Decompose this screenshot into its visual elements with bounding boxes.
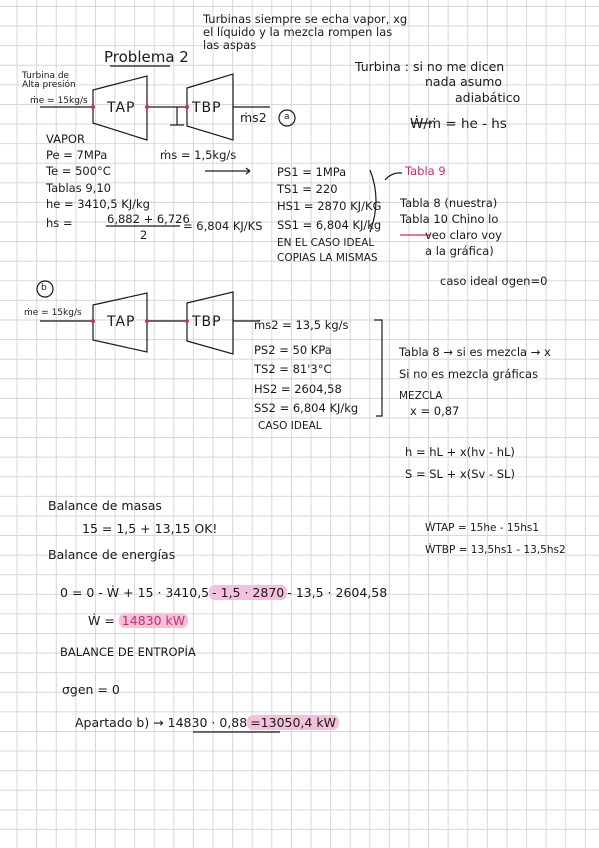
- inlet-flow-2: ṁe = 15kg/s: [24, 308, 82, 318]
- energy-eq-part-3: - 13,5 · 2604,58: [287, 585, 388, 600]
- vapor-pe: Pe = 7MPa: [46, 148, 108, 162]
- s1-line-4: SS1 = 6,804 KJ/kg: [277, 218, 382, 232]
- s1-line-1: PS1 = 1MPa: [277, 165, 347, 179]
- vapor-hs-den: 2: [140, 228, 148, 242]
- turbina-note-2: nada asumo: [425, 74, 503, 89]
- page-title: Problema 2: [104, 48, 189, 66]
- side-note-3: MEZCLA: [399, 390, 443, 402]
- balance-masas-eq: 15 = 1,5 + 13,15 OK!: [82, 521, 218, 536]
- vapor-he: he = 3410,5 KJ/kg: [46, 197, 150, 211]
- tabla8-label: Tabla 8 (nuestra): [400, 196, 498, 210]
- note-line-1: Turbinas siempre se echa vapor, xg: [203, 12, 408, 26]
- tbp-label-2: TBP: [192, 314, 222, 330]
- tabla10-label-2: veo claro voy: [425, 228, 502, 242]
- work-label: Ẇ =: [88, 613, 115, 628]
- wtbp-eq: ẆTBP = 13,5hs1 - 13,5hs2: [425, 544, 566, 556]
- s2-line-1: ṁs2 = 13,5 kg/s: [254, 318, 349, 332]
- ms2-label: ṁs2: [240, 110, 267, 125]
- tag-a: a: [284, 112, 290, 122]
- inlet-flow: ṁe = 15kg/s: [30, 96, 88, 106]
- tag-b: b: [41, 283, 47, 293]
- s1-ideal-2: COPIAS LA MISMAS: [277, 252, 378, 264]
- inlet-label-1: Turbina de: [22, 71, 70, 81]
- tabla10-label-1: Tabla 10 Chino lo: [400, 212, 499, 226]
- entropia-title: BALANCE DE ENTROPÍA: [60, 645, 196, 659]
- side-note-4: x = 0,87: [410, 404, 460, 418]
- formula-s: S = SL + x(Sv - SL): [405, 467, 515, 481]
- tabla9-label: Tabla 9: [405, 164, 446, 178]
- s2-line-2: PS2 = 50 KPa: [254, 343, 332, 357]
- side-note-2: Si no es mezcla gráficas: [399, 367, 539, 381]
- turbina-note-3: adiabático: [455, 90, 521, 105]
- tbp-label: TBP: [192, 100, 222, 116]
- note-line-3: las aspas: [203, 38, 257, 52]
- s1-ideal-1: EN EL CASO IDEAL: [277, 237, 375, 249]
- work-equation: Ẇ/ṁ = he - hs: [410, 116, 507, 132]
- balance-masas-title: Balance de masas: [48, 498, 162, 513]
- energy-eq-part-2: - 1,5 · 2870: [209, 585, 287, 600]
- work-value: 14830 kW: [119, 613, 188, 628]
- tap-label-2: TAP: [107, 314, 136, 330]
- caso-ideal: caso ideal σgen=0: [440, 274, 548, 288]
- inlet-label-2: Alta presión: [22, 80, 76, 90]
- s1-line-2: TS1 = 220: [277, 182, 338, 196]
- energy-equation: [60, 587, 387, 600]
- vapor-tablas: Tablas 9,10: [46, 181, 111, 195]
- wtap-eq: ẆTAP = 15he - 15hs1: [425, 522, 540, 534]
- s2-line-5: SS2 = 6,804 KJ/kg: [254, 401, 359, 415]
- energy-eq-part-1: 0 = 0 - Ẇ + 15 · 3410,5: [60, 585, 210, 600]
- side-note-1: Tabla 8 → si es mezcla → x: [399, 345, 551, 359]
- vapor-hs-res: = 6,804 KJ/KS: [183, 219, 263, 233]
- sgen: σgen = 0: [62, 682, 120, 697]
- turbina-note-1: Turbina : si no me dicen: [355, 59, 505, 74]
- s2-line-4: HS2 = 2604,58: [254, 382, 342, 396]
- vapor-hs-num: 6,882 + 6,726: [107, 212, 190, 226]
- vapor-title: VAPOR: [46, 132, 85, 146]
- vapor-te: Te = 500°C: [46, 164, 111, 178]
- s2-line-6: CASO IDEAL: [258, 420, 322, 432]
- apartado-b: [75, 717, 339, 730]
- apartado-result: =13050,4 kW: [247, 715, 339, 730]
- ms-flow: ṁs = 1,5kg/s: [160, 148, 237, 162]
- apartado-label: Apartado b) →: [75, 715, 164, 730]
- s1-line-3: HS1 = 2870 KJ/KG: [277, 199, 382, 213]
- note-line-2: el líquido y la mezcla rompen las: [203, 25, 393, 39]
- s2-line-3: TS2 = 81'3°C: [254, 362, 332, 376]
- balance-energias-title: Balance de energías: [48, 547, 176, 562]
- formula-h: h = hL + x(hv - hL): [405, 445, 515, 459]
- tap-label: TAP: [107, 100, 136, 116]
- work-result: [88, 615, 188, 628]
- vapor-hs: hs =: [46, 216, 73, 230]
- apartado-calc: 14830 · 0,88: [167, 715, 248, 730]
- tabla10-label-3: a la gráfica): [425, 244, 494, 258]
